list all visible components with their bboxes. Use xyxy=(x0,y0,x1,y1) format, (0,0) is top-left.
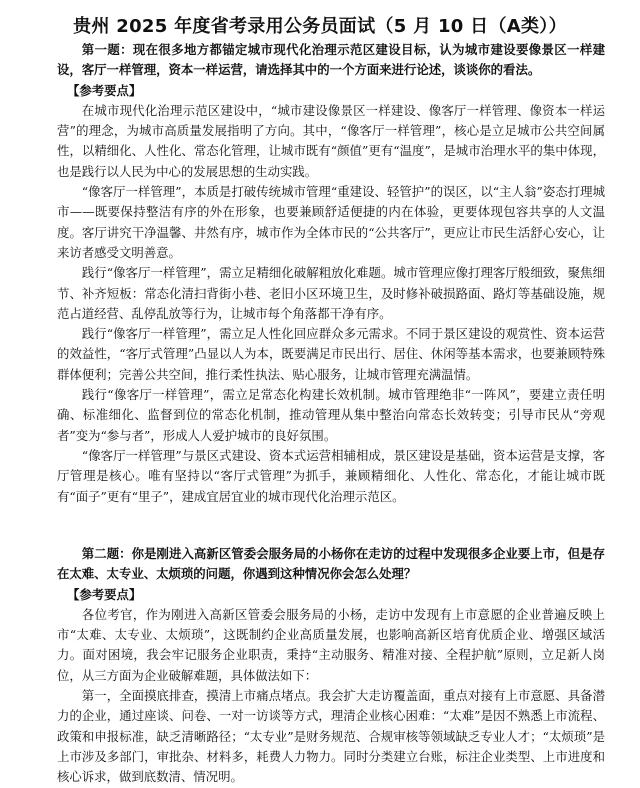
question-2-section xyxy=(57,544,605,788)
question-2-text: 第二题：你是刚进入高新区管委会服务局的小杨你在走访的过程中发现很多企业要上市，但是存在太难、太专业、太烦琐的问题，你遇到这种情况你会怎么处理？ xyxy=(57,546,605,582)
question-1-section xyxy=(57,40,605,507)
answer-1-paragraph: 践行“像客厅一样管理”，需立足常态化构建长效机制。城市管理绝非“一阵风”，要建立责任明确、标准细化、监督到位的常态化机制，推动管理从集中整治向常态长效转变；引导市民从“旁观者”变为“参与者”，形成人人爱护城市的良好氛围。 xyxy=(57,387,605,443)
answer-1-paragraph: “像客厅一样管理”与景区式建设、资本式运营相辅相成，景区建设是基础，资本运营是支撑，客厅管理是核心。唯有坚持以“客厅式管理”为抓手，兼顾精细化、人性化、常态化，才能让城市既有“面子”更有“里子”，建成宜居宜业的城市现代化治理示范区。 xyxy=(57,447,605,504)
answer-2-paragraph: 各位考官，作为刚进入高新区管委会服务局的小杨，走访中发现有上市意愿的企业普遍反映上市“太难、太专业、太烦琐”，这既制约企业高质量发展，也影响高新区培育优质企业、增强区域活力。面对困境，我会牢记服务企业职责，秉持“主动服务、精准对接、全程护航”原则，立足新人岗位，从三方面为企业破解难题，具体做法如下： xyxy=(57,606,605,683)
page-title: 贵州 2025 年度省考录用公务员面试（5 月 10 日（A类）） xyxy=(73,16,567,37)
reference-points-heading: 【参考要点】 xyxy=(67,586,142,602)
answer-2-paragraph: 第一，全面摸底排查，摸清上市痛点堵点。我会扩大走访覆盖面，重点对接有上市意愿、具备潜力的企业，通过座谈、问卷、一对一访谈等方式，理清企业核心困难：“太难”是因不熟悉上市流程、政策和申报标准，缺乏清晰路径；“太专业”是财务规范、合规审核等领域缺乏专业人才；“太烦琐”是上市涉及多部门，审批杂、材料多，耗费人力物力。同时分类建立台账，标注企业类型、上市进度和核心诉求，做到底数清、情况明。 xyxy=(57,688,605,785)
answer-1-paragraph: 在城市现代化治理示范区建设中，“城市建设像景区一样建设、像客厅一样管理、像资本一样运营”的理念，为城市高质量发展指明了方向。其中，“像客厅一样管理”，核心是立足城市公共空间属性，以精细化、人性化、常态化管理，让城市既有“颜值”更有“温度”，是城市治理水平的集中体现，也是践行以人民为中心的发展思想的生动实践。 xyxy=(57,102,605,179)
reference-points-heading: 【参考要点】 xyxy=(67,82,142,98)
answer-1-paragraph: 践行“像客厅一样管理”，需立足人性化回应群众多元需求。不同于景区建设的观赏性、资本运营的效益性，“客厅式管理”凸显以人为本，既要满足市民出行、居住、休闲等基本需求，也要兼顾特殊群体便利；完善公共空间，推行柔性执法、贴心服务，让城市管理充满温情。 xyxy=(57,326,605,382)
answer-1-paragraph: “像客厅一样管理”，本质是打破传统城市管理“重建设、轻管护”的误区，以“主人翁”姿态打理城市——既要保持整洁有序的外在形象，也要兼顾舒适便捷的内在体验，更要体现包容共享的人文温度。客厅讲究干净温馨、井然有序，城市作为全体市民的“公共客厅”，更应让市民生活舒心安心，让来访者感受文明善意。 xyxy=(57,184,605,260)
question-1-text: 第一题：现在很多地方都锚定城市现代化治理示范区建设目标，认为城市建设要像景区一样建设，客厅一样管理，资本一样运营，请选择其中的一个方面来进行论述，谈谈你的看法。 xyxy=(57,42,605,78)
answer-1-paragraph: 践行“像客厅一样管理”，需立足精细化破解粗放化难题。城市管理应像打理客厅般细致，聚焦细节、补齐短板：常态化清扫背街小巷、老旧小区环境卫生，及时修补破损路面、路灯等基础设施，规范占道经营、乱停乱放等行为，让城市每个角落都干净有序。 xyxy=(57,265,605,321)
